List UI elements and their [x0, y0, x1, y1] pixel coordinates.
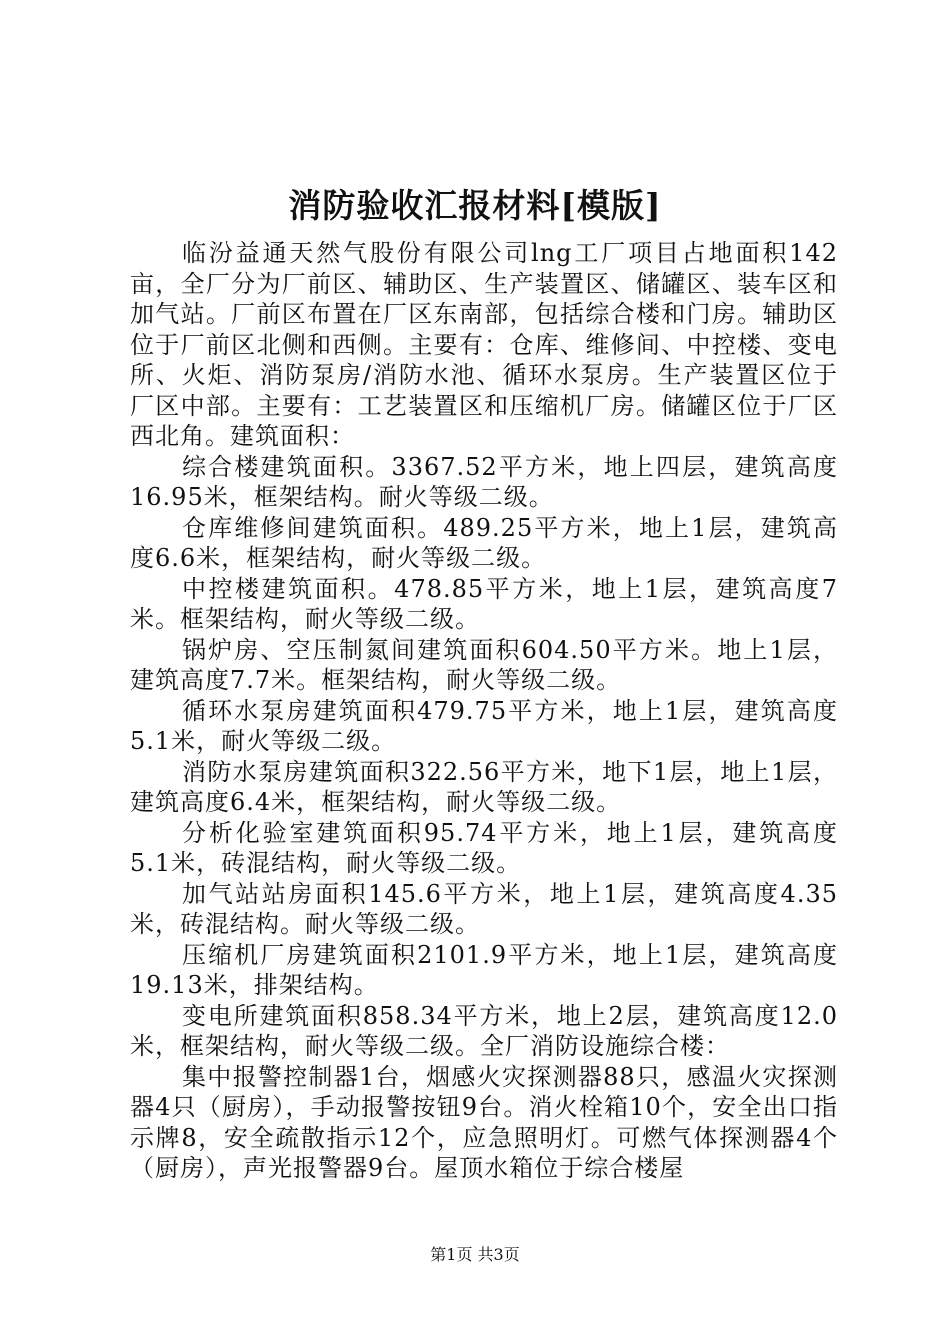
paragraph: 分析化验室建筑面积95.74平方米，地上1层，建筑高度5.1米，砖混结构，耐火等级二级。	[130, 818, 838, 877]
paragraph: 集中报警控制器1台，烟感火灾探测器88只，感温火灾探测器4只（厨房），手动报警按钮9台。消火栓箱10个，安全出口指示牌8，安全疏散指示12个，应急照明灯。可燃气体探测器4个（厨房），声光报警器9台。屋顶水箱位于综合楼屋	[130, 1062, 838, 1182]
paragraph: 加气站站房面积145.6平方米，地上1层，建筑高度4.35米，砖混结构。耐火等级二级。	[130, 879, 838, 938]
paragraph: 变电所建筑面积858.34平方米，地上2层，建筑高度12.0米，框架结构，耐火等级二级。全厂消防设施综合楼：	[130, 1001, 838, 1060]
paragraph: 仓库维修间建筑面积。489.25平方米，地上1层，建筑高度6.6米，框架结构，耐火等级二级。	[130, 513, 838, 572]
paragraph: 压缩机厂房建筑面积2101.9平方米，地上1层，建筑高度19.13米，排架结构。	[130, 940, 838, 999]
paragraph: 综合楼建筑面积。3367.52平方米，地上四层，建筑高度16.95米，框架结构。耐火等级二级。	[130, 452, 838, 511]
page-footer: 第1页 共3页	[430, 1245, 520, 1264]
paragraph: 中控楼建筑面积。478.85平方米，地上1层，建筑高度7米。框架结构，耐火等级二级。	[130, 574, 838, 633]
document-body	[130, 238, 838, 1184]
paragraph: 消防水泵房建筑面积322.56平方米，地下1层，地上1层，建筑高度6.4米，框架结构，耐火等级二级。	[130, 757, 838, 816]
document-title: 消防验收汇报材料[模版]	[288, 186, 662, 225]
paragraph: 锅炉房、空压制氮间建筑面积604.50平方米。地上1层，建筑高度7.7米。框架结构，耐火等级二级。	[130, 635, 838, 694]
paragraph: 循环水泵房建筑面积479.75平方米，地上1层，建筑高度5.1米，耐火等级二级。	[130, 696, 838, 755]
paragraph: 临汾益通天然气股份有限公司lng工厂项目占地面积142亩，全厂分为厂前区、辅助区、生产装置区、储罐区、装车区和加气站。厂前区布置在厂区东南部，包括综合楼和门房。辅助区位于厂前区北侧和西侧。主要有：仓库、维修间、中控楼、变电所、火炬、消防泵房/消防水池、循环水泵房。生产装置区位于厂区中部。主要有：工艺装置区和压缩机厂房。储罐区位于厂区西北角。建筑面积：	[130, 239, 838, 450]
